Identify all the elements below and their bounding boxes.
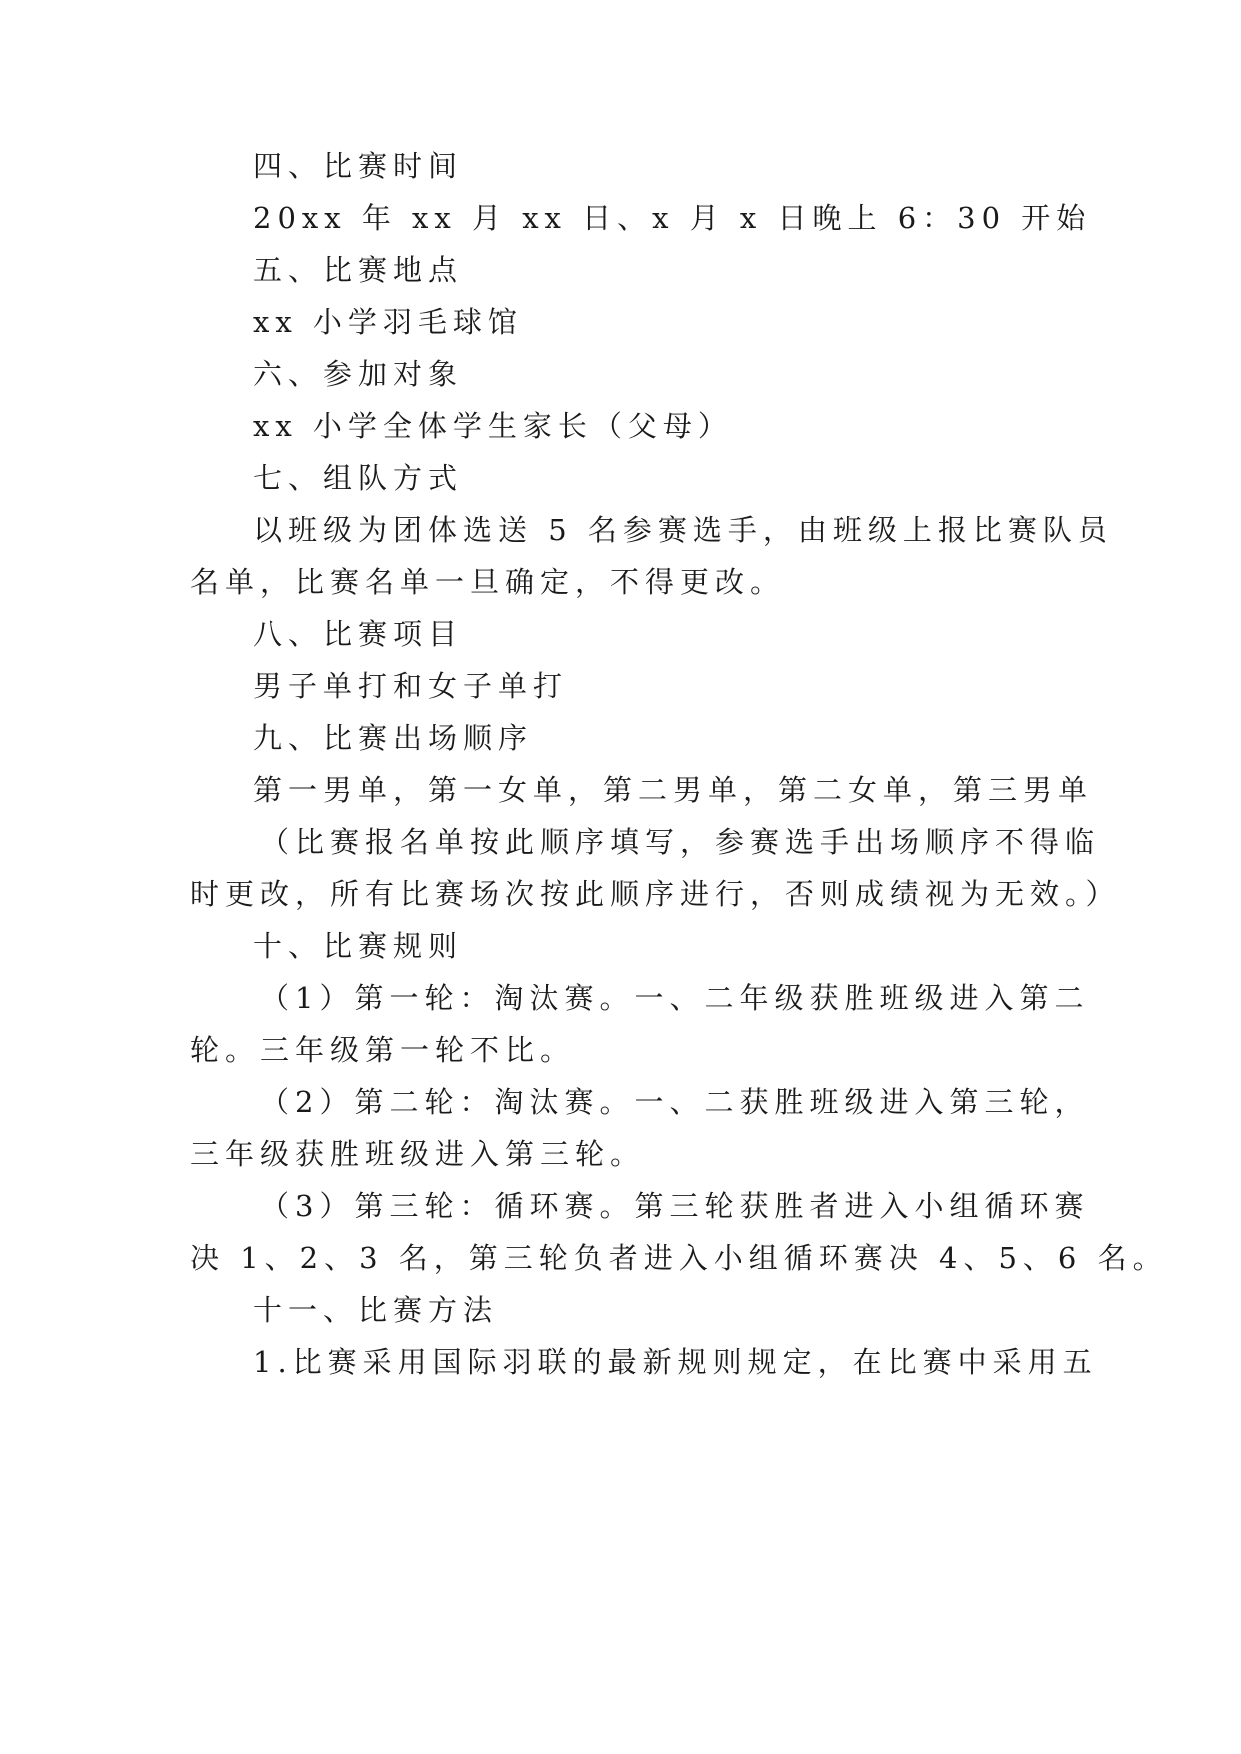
section-heading-order: 九、比赛出场顺序 <box>253 721 534 755</box>
section-heading-venue: 五、比赛地点 <box>253 253 464 287</box>
section-heading-time: 四、比赛时间 <box>253 149 464 183</box>
paragraph-participants: xx 小学全体学生家长（父母） <box>253 409 733 443</box>
paragraph-venue: xx 小学羽毛球馆 <box>253 305 523 339</box>
paragraph-rule-2-line: 三年级获胜班级进入第三轮。 <box>190 1137 646 1171</box>
section-heading-participants: 六、参加对象 <box>253 357 464 391</box>
paragraph-team-formation-line: 以班级为团体选送 5 名参赛选手，由班级上报比赛队员 <box>253 513 1113 547</box>
section-heading-methods: 十一、比赛方法 <box>253 1293 499 1327</box>
paragraph-order-note-line: （比赛报名单按此顺序填写，参赛选手出场顺序不得临 <box>260 825 1101 859</box>
paragraph-rule-2-line: （2）第二轮：淘汰赛。一、二获胜班级进入第三轮， <box>260 1085 1090 1119</box>
document-page <box>190 0 1168 1754</box>
paragraph-events: 男子单打和女子单打 <box>253 669 569 703</box>
section-heading-events: 八、比赛项目 <box>253 617 464 651</box>
paragraph-team-formation-line: 名单，比赛名单一旦确定，不得更改。 <box>190 565 786 599</box>
paragraph-rule-3-line: （3）第三轮：循环赛。第三轮获胜者进入小组循环赛 <box>260 1189 1090 1223</box>
paragraph-methods-line: 1.比赛采用国际羽联的最新规则规定，在比赛中采用五 <box>253 1345 1098 1379</box>
paragraph-time: 20xx 年 xx 月 xx 日、x 月 x 日晚上 6：30 开始 <box>253 201 1092 235</box>
paragraph-order-line: 第一男单，第一女单，第二男单，第二女单，第三男单 <box>253 773 1094 807</box>
paragraph-rule-1-line: 轮。三年级第一轮不比。 <box>190 1033 576 1067</box>
section-heading-team-formation: 七、组队方式 <box>253 461 464 495</box>
paragraph-order-note-line: 时更改，所有比赛场次按此顺序进行，否则成绩视为无效。） <box>190 877 1121 911</box>
paragraph-rule-1-line: （1）第一轮：淘汰赛。一、二年级获胜班级进入第二 <box>260 981 1090 1015</box>
section-heading-rules: 十、比赛规则 <box>253 929 464 963</box>
paragraph-rule-3-line: 决 1、2、3 名，第三轮负者进入小组循环赛决 4、5、6 名。 <box>190 1241 1168 1275</box>
